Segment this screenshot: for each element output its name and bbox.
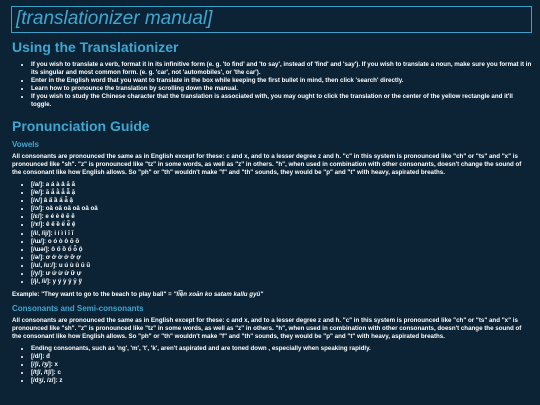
using-list (11, 61, 532, 109)
list-item: • Learn how to pronounce the translation by scrolling down the manual. (31, 85, 532, 93)
page-title: [translationizer manual] (11, 6, 532, 33)
vowel-list (11, 181, 532, 286)
list-item: • [/ʌ/] â ấ ầ ẩ ẫ ậ (31, 197, 532, 205)
list-item: • Enter in the English word that you want to translate in the box while keeping the first bullet in mind, then click 'search' directly. (31, 77, 532, 85)
list-item: • [/ɛ/]: e é è ê ē ẽ (31, 213, 532, 221)
list-item: • [/ɯə/]: ô ố ồ ổ ỗ ộ (31, 246, 532, 254)
list-item: • [/u/, /uː/]: u ú ù û ū ũ (31, 262, 532, 270)
list-item: • If you wish to study the Chinese character that the translation is associated with, you may ought to click the translation or the center of the yellow rectangle and it'll toggle. (31, 93, 532, 109)
example-translation: "lî̃ệ̃n xoăn ko satam kallu gyû" (173, 291, 264, 299)
vowels-intro: All consonants are pronounced the same as in English except for these: c and x, and to a lesser degree z and h. "c" in this system is pronounced like "ch" or "ts" and "x" is pronounced like "sh". "z" is pronounced like "tz" in some words, as well as "z" in others. "h", when used in combination with other consonants, doesn't change the sound of the consonant like how English allows. So "ph" or "th" wouldn't make "f" and "th" sounds, they would be "p" and "t" with heavy, aspirated breaths. (12, 153, 522, 176)
consonants-intro: All consonants are pronounced the same as in English except for these: c and x, and to a lesser degree z and h. "c" in this system is pronounced like "ch" or "ts" and "x" is pronounced like "sh". "z" is pronounced like "tz" in some words, as well as "z" in others. "h", when used in combination with other consonants, doesn't change the sound of the consonant like how English allows. So "ph" or "th" wouldn't make "f" and "th" sounds, they would be "p" and "t" with heavy, aspirated breaths. (12, 317, 522, 341)
pronunciation-heading: Pronunciation Guide (12, 118, 150, 134)
list-item: • [/ɔ/]: oǎ oǎ oǎ oǎ oǎ oǎ (31, 205, 532, 213)
vowels-heading: Vowels (12, 140, 39, 149)
list-item: • [/e/]: ă ắ ằ ẳ ẵ ặ (31, 189, 532, 197)
example-label: Example: "They want to go to the beach to play ball" = (12, 291, 174, 299)
list-item: • [/ɯ/]: o ó ò ô ō õ (31, 238, 532, 246)
consonants-heading: Consonants and Semi-consonants (12, 304, 144, 314)
using-heading: Using the Translationizer (12, 39, 179, 55)
list-item: • [/dʒ/, /z/]: z (31, 377, 532, 385)
list-item: • [/tʃ/, /tʃ/]: c (31, 369, 532, 377)
list-item: • If you wish to translate a verb, format it in its infinitive form (e. g. 'to find' and 'to say', instead of 'find' and 'say'). If you wish to translate a noun, make sure you format it in its singular and most common form. (e. g. 'car', not 'automobiles', or 'the car'). (31, 61, 532, 77)
list-item: • [/ə/]: ơ ớ ờ ở ỡ ợ (31, 254, 532, 262)
list-item: • [/ʃ/, /ʒ/]: x (31, 361, 532, 369)
list-item: • [/ɤ/]: ê ế ề ể ễ ệ (31, 221, 532, 229)
list-item: • [/d/]: đ (31, 353, 532, 361)
list-item: • [/a/]: a á à â ā ã (31, 181, 532, 189)
consonant-list (11, 345, 532, 385)
list-item: • [/i/, /ij/]: i í ì î ī ĩ (31, 230, 532, 238)
list-item: • Ending consonants, such as 'ng', 'm', 't', 'k', aren't aspirated and are toned down , especially when speaking rapidly. (31, 345, 532, 353)
list-item: • [/j/, /i/]: y ý ỳ ŷ ȳ ỹ (31, 278, 532, 286)
example-sentence (12, 291, 532, 299)
list-item: • [/y/]: ư ứ ừ ử ữ ự (31, 270, 532, 278)
